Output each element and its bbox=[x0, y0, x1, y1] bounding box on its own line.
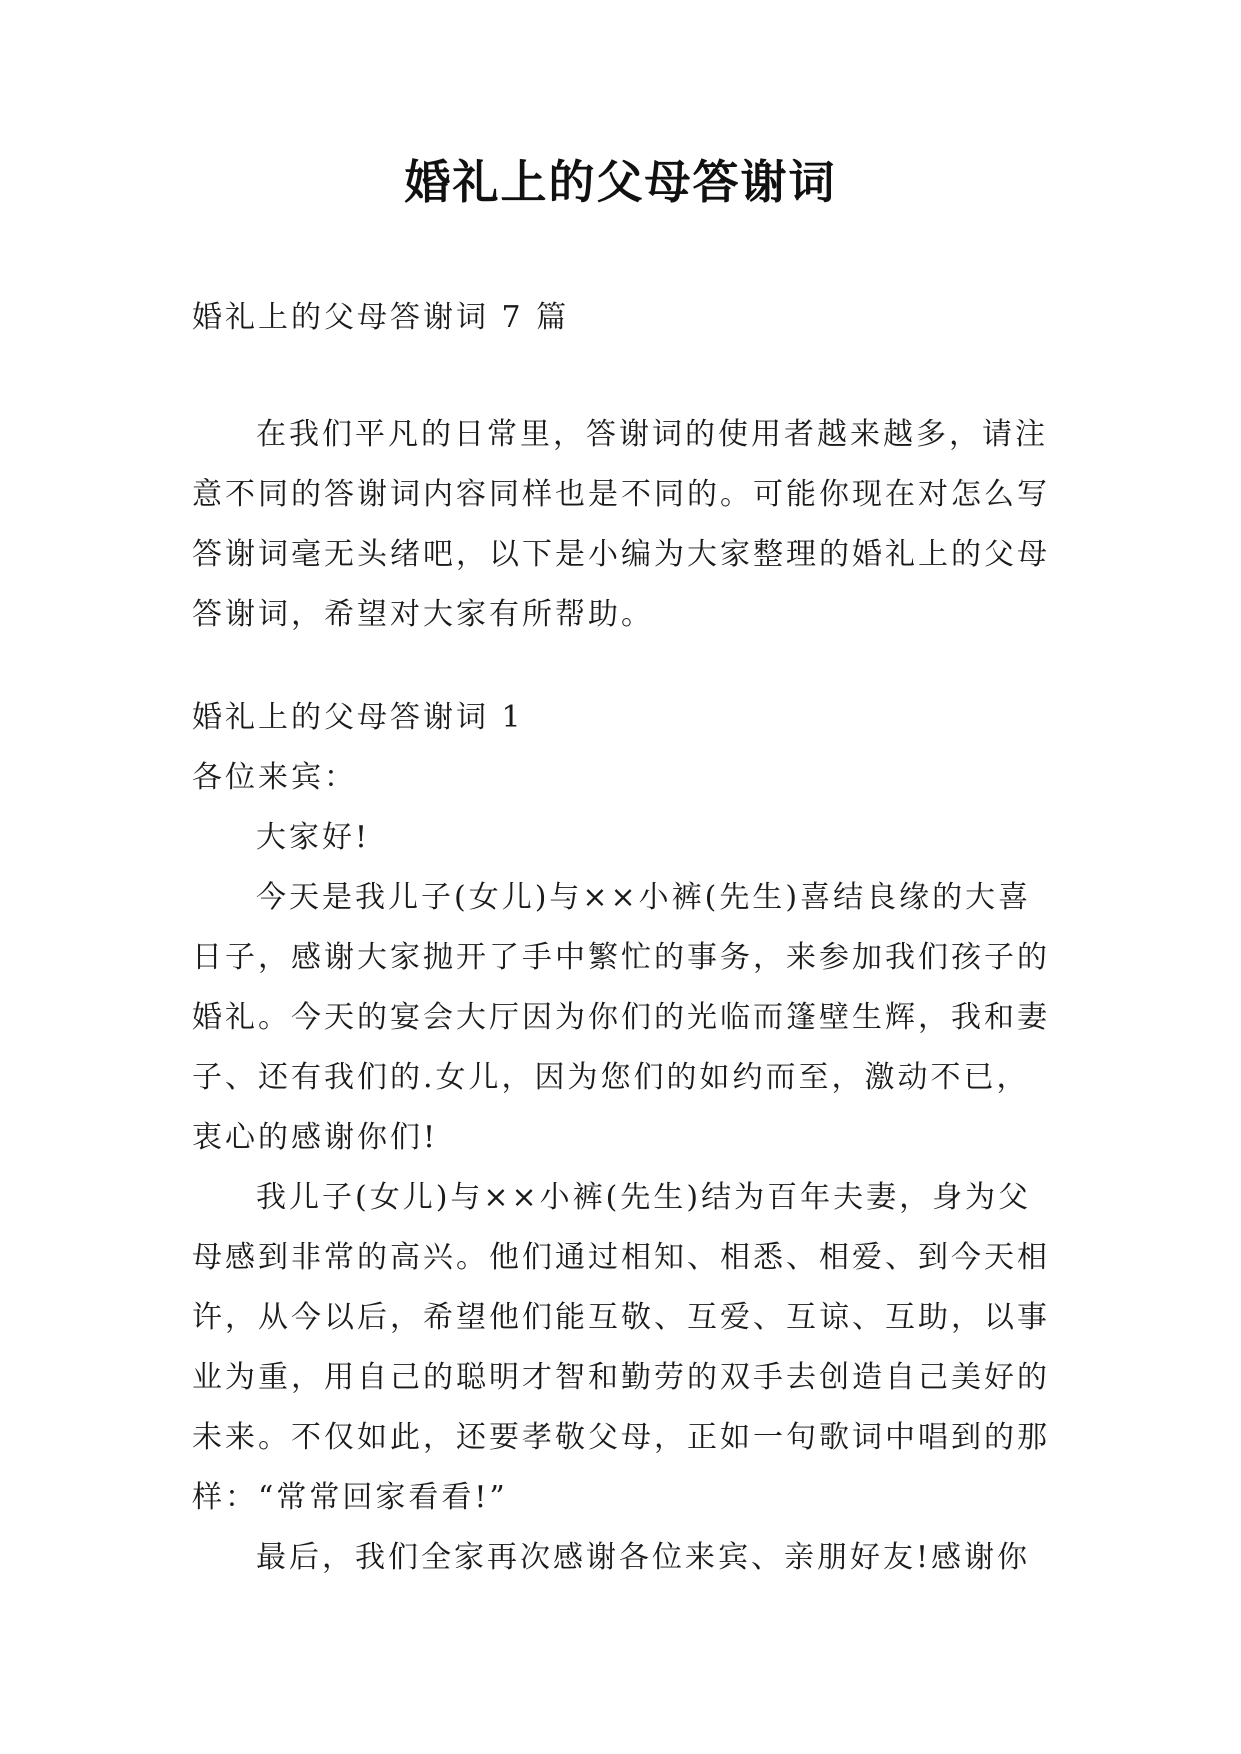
section-1 bbox=[192, 688, 1052, 1588]
body-paragraph-2: 我儿子(女儿)与××小裤(先生)结为百年夫妻，身为父母感到非常的高兴。他们通过相知、相悉、相爱、到今天相许，从今以后，希望他们能互敬、互爱、互谅、互助，以事业为重，用自己的聪明才智和勤劳的双手去创造自己美好的未来。不仅如此，还要孝敬父母，正如一句歌词中唱到的那样：“常常回家看看!” bbox=[192, 1180, 1050, 1515]
section-heading: 婚礼上的父母答谢词 1 bbox=[192, 700, 524, 735]
greeting: 大家好! bbox=[256, 820, 371, 855]
document-title: 婚礼上的父母答谢词 bbox=[404, 155, 837, 209]
intro-paragraph: 在我们平凡的日常里，答谢词的使用者越来越多，请注意不同的答谢词内容同样也是不同的。可能你现在对怎么写答谢词毫无头绪吧，以下是小编为大家整理的婚礼上的父母答谢词，希望对大家有所帮助。 bbox=[192, 417, 1050, 632]
document-subtitle: 婚礼上的父母答谢词 7 篇 bbox=[192, 300, 570, 335]
salutation: 各位来宾： bbox=[192, 760, 357, 795]
body-paragraph-3: 最后，我们全家再次感谢各位来宾、亲朋好友!感谢你 bbox=[256, 1540, 1031, 1575]
body-paragraph-1: 今天是我儿子(女儿)与××小裤(先生)喜结良缘的大喜日子，感谢大家抛开了手中繁忙的事务，来参加我们孩子的婚礼。今天的宴会大厅因为你们的光临而篷壁生辉，我和妻子、还有我们的.女儿，因为您们的如约而至，激动不已，衷心的感谢你们! bbox=[192, 880, 1050, 1155]
